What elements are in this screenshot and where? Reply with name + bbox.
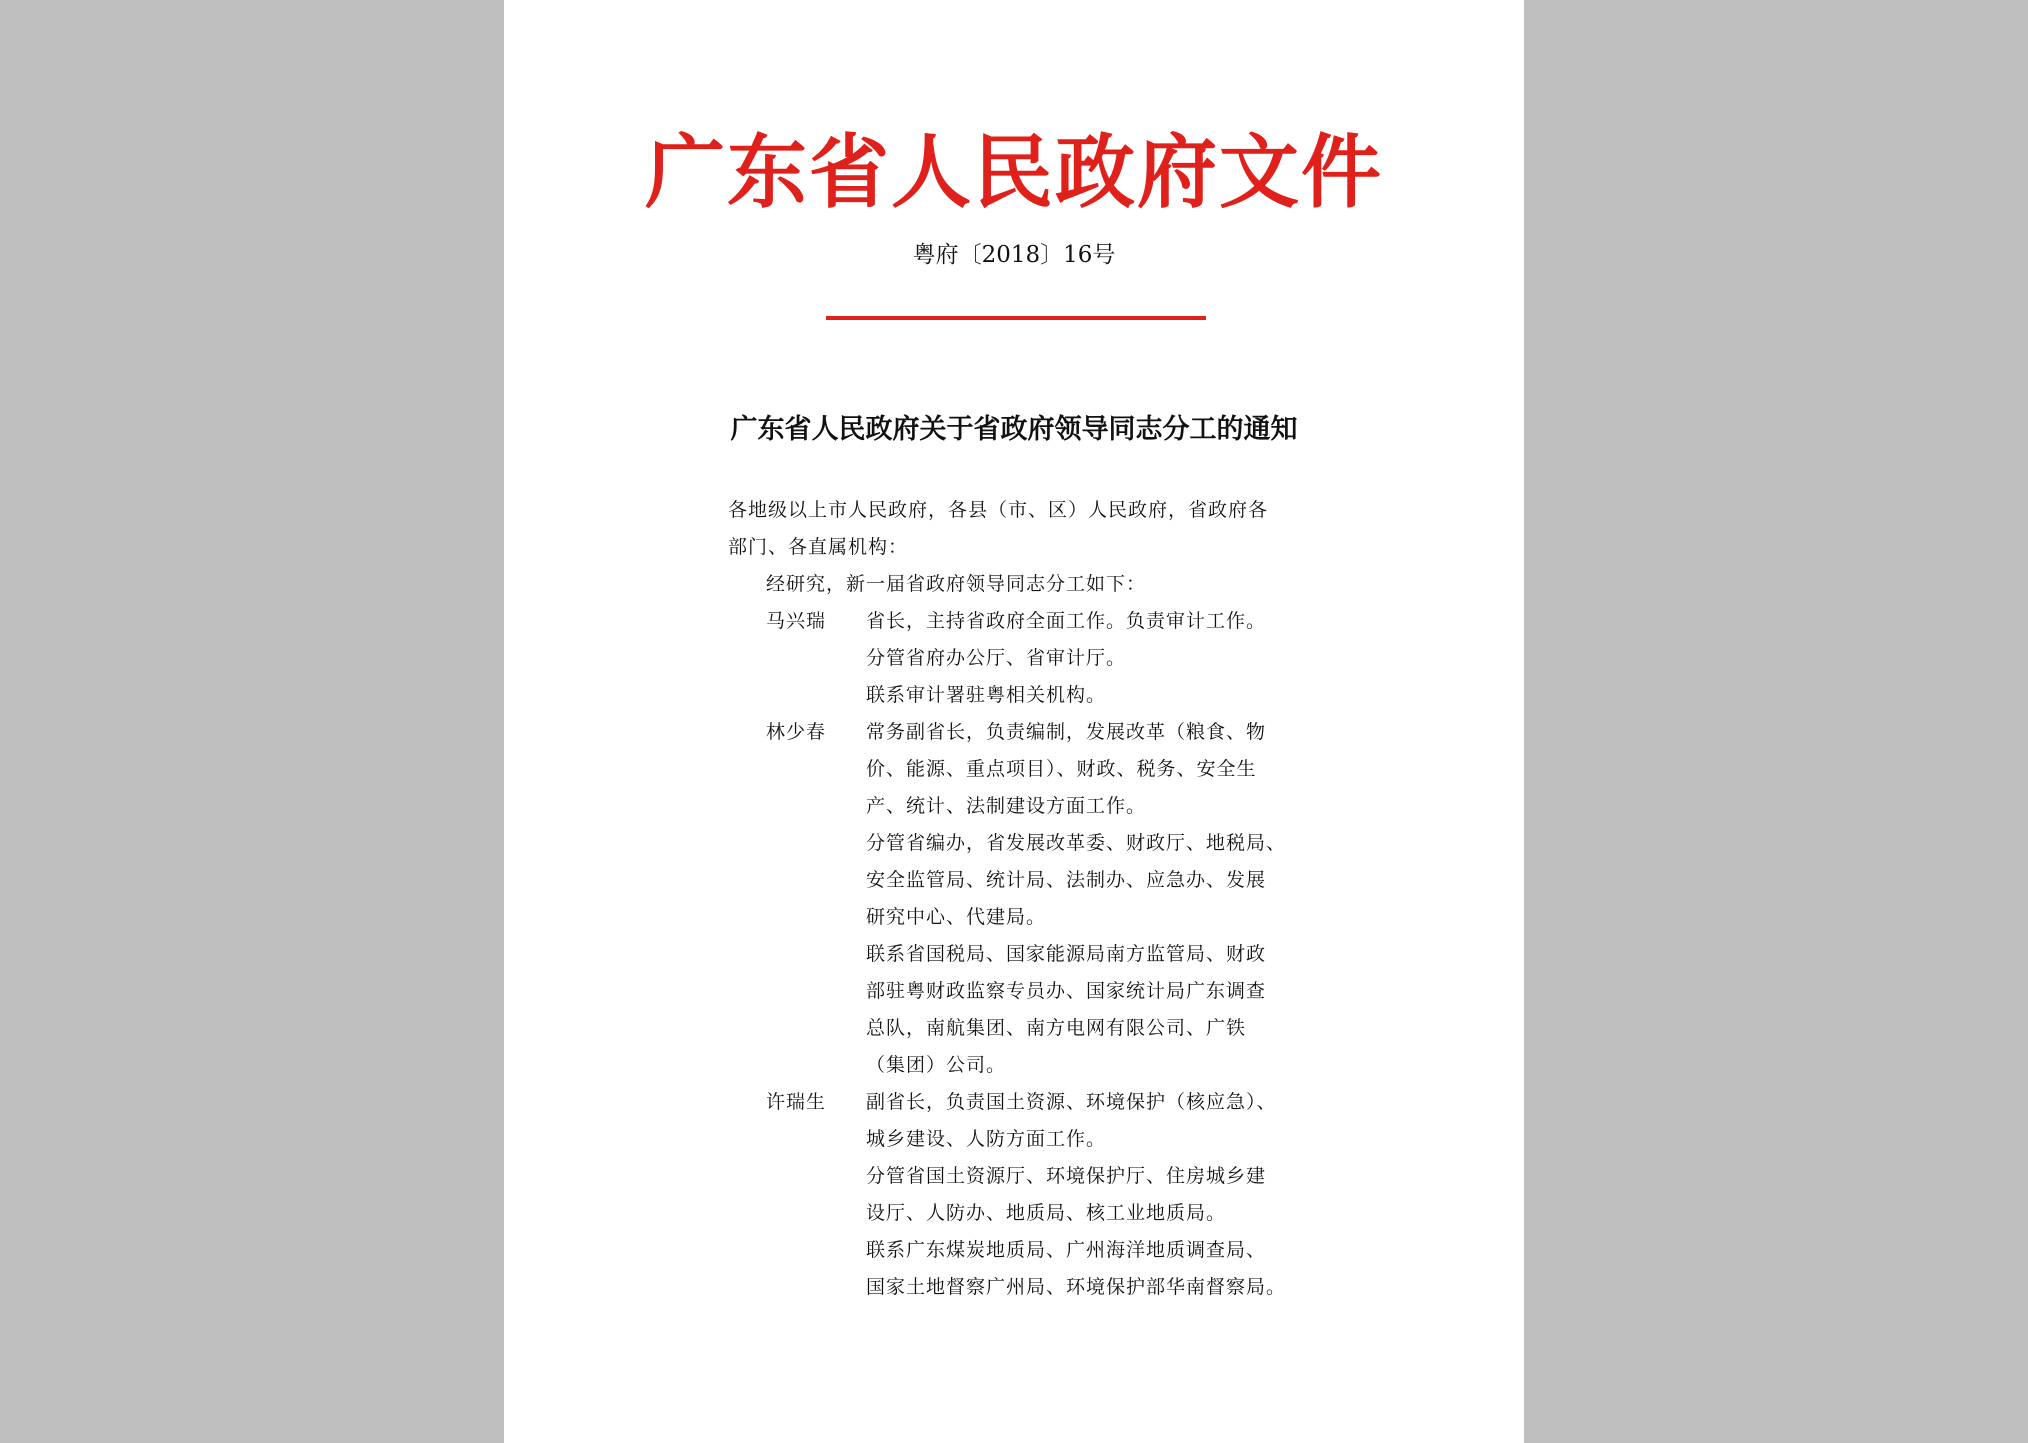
duty-line: 联系省国税局、国家能源局南方监管局、财政 bbox=[866, 943, 1267, 965]
red-divider-line bbox=[826, 316, 1206, 320]
intro-line: 经研究，新一届省政府领导同志分工如下： bbox=[766, 573, 1147, 595]
document-number: 粤府〔2018〕16号 bbox=[912, 242, 1116, 268]
official-name: 马兴瑞 bbox=[766, 610, 827, 632]
duty-line: 研究中心、代建局。 bbox=[866, 906, 1047, 928]
duty-line: 国家土地督察广州局、环境保护部华南督察局。 bbox=[866, 1276, 1287, 1298]
addressee-line: 部门、各直属机构： bbox=[728, 536, 909, 558]
duty-line: 副省长，负责国土资源、环境保护（核应急）、 bbox=[866, 1091, 1277, 1113]
duty-line: （集团）公司。 bbox=[866, 1054, 1007, 1076]
document-page bbox=[504, 0, 1524, 1443]
duty-line: 部驻粤财政监察专员办、国家统计局广东调查 bbox=[866, 980, 1267, 1002]
duty-line: 分管省国土资源厅、环境保护厅、住房城乡建 bbox=[866, 1165, 1267, 1187]
duty-line: 价、能源、重点项目）、财政、税务、安全生 bbox=[866, 758, 1257, 780]
official-name: 林少春 bbox=[766, 721, 827, 743]
duty-line: 分管省府办公厅、省审计厅。 bbox=[866, 647, 1127, 669]
duty-line: 联系审计署驻粤相关机构。 bbox=[866, 684, 1107, 706]
official-name: 许瑞生 bbox=[766, 1091, 827, 1113]
duty-line: 分管省编办，省发展改革委、财政厅、地税局、 bbox=[866, 832, 1287, 854]
document-header-title: 广东省人民政府文件 bbox=[645, 126, 1383, 219]
duty-line: 城乡建设、人防方面工作。 bbox=[866, 1128, 1107, 1150]
duty-line: 产、统计、法制建设方面工作。 bbox=[866, 795, 1147, 817]
duty-line: 省长，主持省政府全面工作。负责审计工作。 bbox=[866, 610, 1267, 632]
duty-line: 总队，南航集团、南方电网有限公司、广铁 bbox=[866, 1017, 1247, 1039]
duty-line: 常务副省长，负责编制，发展改革（粮食、物 bbox=[866, 721, 1267, 743]
duty-line: 联系广东煤炭地质局、广州海洋地质调查局、 bbox=[866, 1239, 1267, 1261]
addressee-line: 各地级以上市人民政府，各县（市、区）人民政府，省政府各 bbox=[728, 499, 1269, 521]
notice-title: 广东省人民政府关于省政府领导同志分工的通知 bbox=[730, 414, 1298, 445]
duty-line: 设厅、人防办、地质局、核工业地质局。 bbox=[866, 1202, 1227, 1224]
duty-line: 安全监管局、统计局、法制办、应急办、发展 bbox=[866, 869, 1267, 891]
